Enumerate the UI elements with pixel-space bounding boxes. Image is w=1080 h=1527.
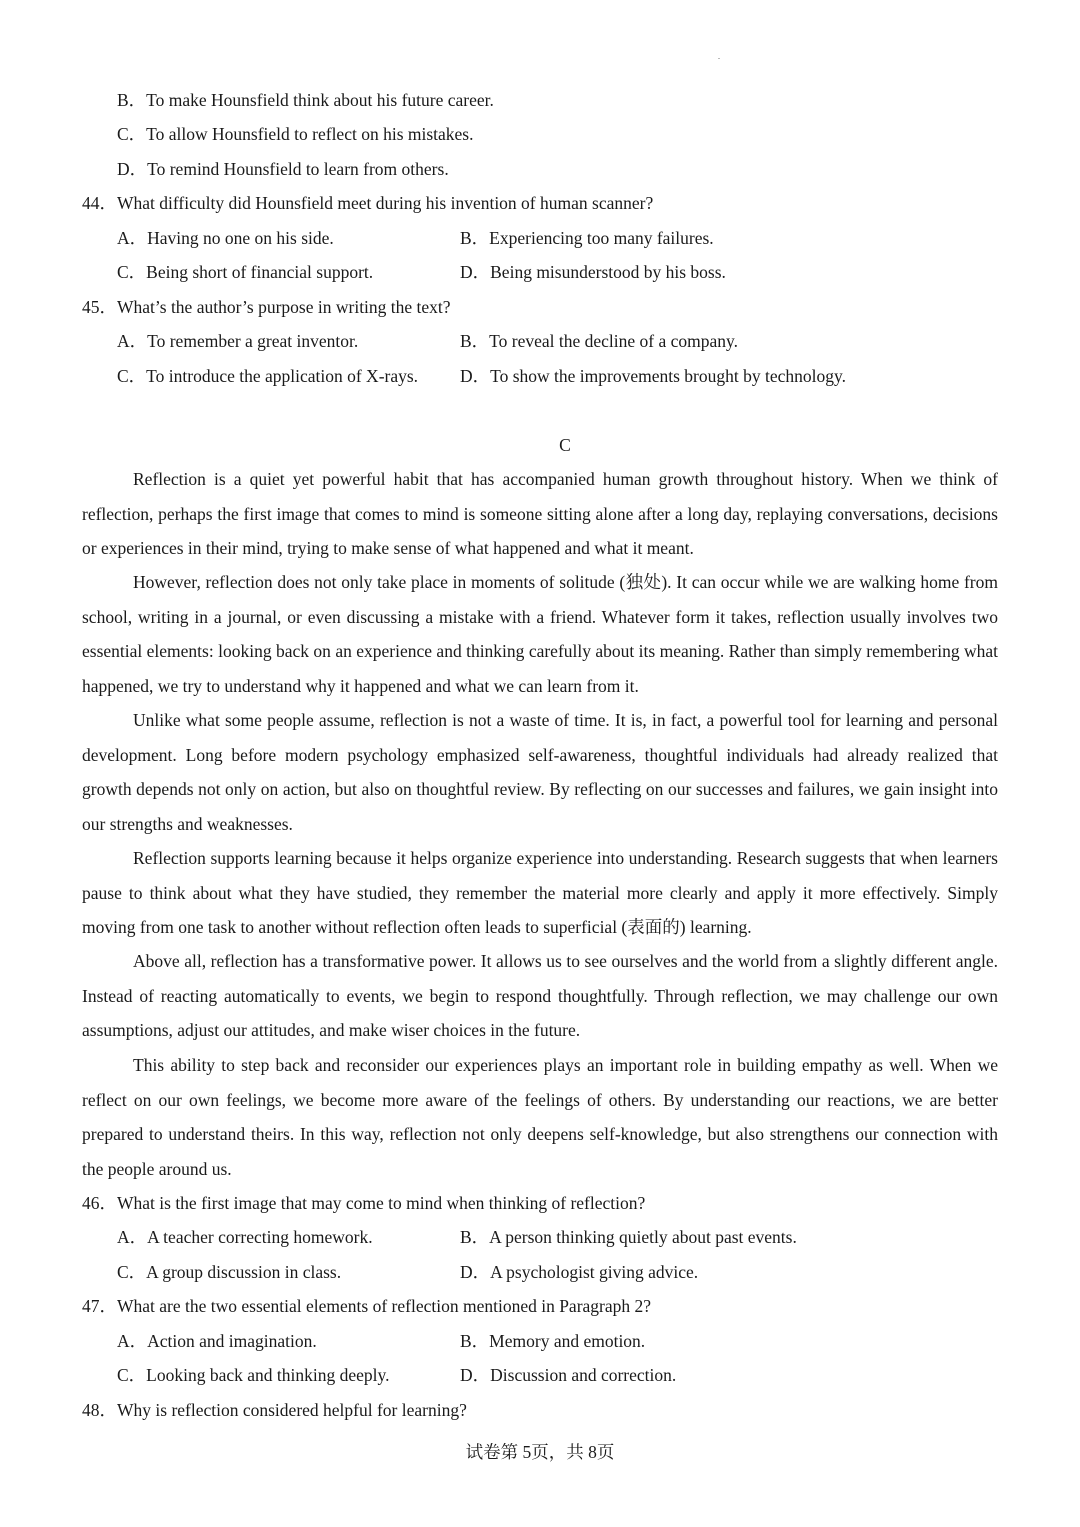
q46-option-c: C．A group discussion in class. bbox=[117, 1262, 342, 1282]
q44-option-d: D．Being misunderstood by his boss. bbox=[460, 262, 726, 282]
q44-stem: 44．What difficulty did Hounsfield meet during his invention of human scanner? bbox=[82, 193, 654, 213]
q47-option-a: A．Action and imagination. bbox=[117, 1331, 317, 1351]
q43-option-d: D．To remind Hounsfield to learn from others. bbox=[117, 159, 449, 179]
scan-speck bbox=[718, 58, 720, 59]
q43-option-c: C．To allow Hounsfield to reflect on his mistakes. bbox=[117, 124, 474, 144]
q45-option-a: A．To remember a great inventor. bbox=[117, 331, 359, 351]
passage-paragraph-1: Reflection is a quiet yet powerful habit that has accompanied human growth throughout history. When we think of reflection, perhaps the first image that comes to mind is someone sitting alone after a long day, replaying conversations, decisions or experiences in their mind, trying to make sense of what happened and what it meant. bbox=[82, 469, 998, 558]
q46-option-d: D．A psychologist giving advice. bbox=[460, 1262, 699, 1282]
q45-stem: 45．What’s the author’s purpose in writing the text? bbox=[82, 297, 451, 317]
page-footer: 试卷第 5页，共 8页 bbox=[465, 1442, 615, 1462]
q47-stem: 47．What are the two essential elements of reflection mentioned in Paragraph 2? bbox=[82, 1296, 652, 1316]
passage-paragraph-5: Above all, reflection has a transformative power. It allows us to see ourselves and the world from a slightly different angle. Instead of reacting automatically to events, we begin to respond thoughtfully. Through reflection, we may challenge our own assumptions, adjust our attitudes, and make wiser choices in the future. bbox=[82, 951, 998, 1040]
section-c-title: C bbox=[559, 435, 571, 455]
passage-paragraph-4: Reflection supports learning because it helps organize experience into understanding. Research suggests that when learners pause to think about what they have studied, they remember the material more clearly and apply it more effectively. Simply moving from one task to another without reflection often leads to superficial (表面的) learning. bbox=[82, 848, 998, 937]
q43-option-b: B．To make Hounsfield think about his future career. bbox=[117, 90, 494, 110]
q46-option-b: B．A person thinking quietly about past events. bbox=[460, 1227, 797, 1247]
passage-paragraph-6: This ability to step back and reconsider our experiences plays an important role in building empathy as well. When we reflect on our own feelings, we become more aware of the feelings of others. By understanding our reactions, we are better prepared to understand theirs. In this way, reflection not only deepens self-knowledge, but also strengthens our connection with the people around us. bbox=[82, 1055, 998, 1179]
q46-option-a: A．A teacher correcting homework. bbox=[117, 1227, 373, 1247]
q46-stem: 46．What is the first image that may come to mind when thinking of reflection? bbox=[82, 1193, 646, 1213]
q47-option-d: D．Discussion and correction. bbox=[460, 1365, 677, 1385]
q45-option-b: B．To reveal the decline of a company. bbox=[460, 331, 739, 351]
q47-option-b: B．Memory and emotion. bbox=[460, 1331, 646, 1351]
q45-option-d: D．To show the improvements brought by technology. bbox=[460, 366, 846, 386]
q47-option-c: C．Looking back and thinking deeply. bbox=[117, 1365, 390, 1385]
q44-option-b: B．Experiencing too many failures. bbox=[460, 228, 714, 248]
passage-paragraph-3: Unlike what some people assume, reflection is not a waste of time. It is, in fact, a powerful tool for learning and personal development. Long before modern psychology emphasized self-awareness, thoughtful individuals had already realized that growth depends not only on action, but also on thoughtful review. By reflecting on our successes and failures, we gain insight into our strengths and weaknesses. bbox=[82, 710, 998, 834]
passage-paragraph-2: However, reflection does not only take place in moments of solitude (独处). It can occur while we are walking home from school, writing in a journal, or even discussing a mistake with a friend. Whatever form it takes, reflection usually involves two essential elements: looking back on an experience and thinking carefully about its meaning. Rather than simply remembering what happened, we try to understand why it happened and what we can learn from it. bbox=[82, 572, 998, 696]
q44-option-a: A．Having no one on his side. bbox=[117, 228, 334, 248]
q48-stem: 48．Why is reflection considered helpful for learning? bbox=[82, 1400, 467, 1420]
q44-option-c: C．Being short of financial support. bbox=[117, 262, 374, 282]
q45-option-c: C．To introduce the application of X-rays. bbox=[117, 366, 419, 386]
